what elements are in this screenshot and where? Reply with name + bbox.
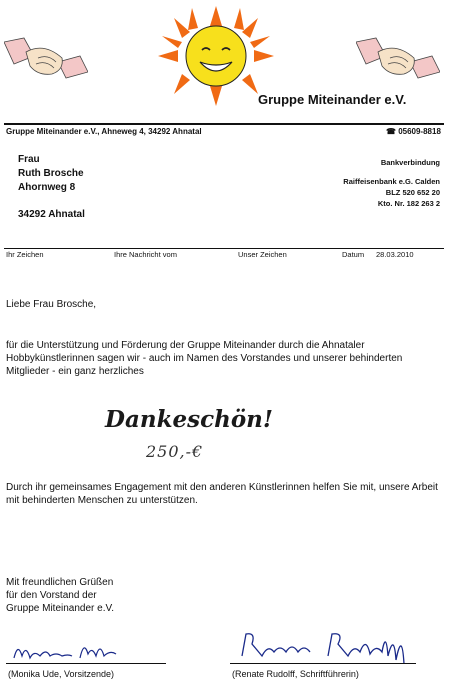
reference-divider bbox=[4, 248, 444, 249]
signature-renate-rudolff bbox=[236, 626, 414, 666]
ref-ihre-nachricht: Ihre Nachricht vom bbox=[114, 250, 177, 259]
ref-unser-zeichen: Unser Zeichen bbox=[238, 250, 287, 259]
bank-name: Raiffeisenbank e.G. Calden bbox=[343, 177, 440, 186]
thanks-heading: Dankeschön! bbox=[105, 406, 273, 433]
bank-account: Kto. Nr. 182 263 2 bbox=[377, 199, 440, 208]
signature-monika-ude bbox=[10, 632, 130, 664]
letter-greeting: Liebe Frau Brosche, bbox=[6, 299, 97, 310]
signature-line-left bbox=[6, 663, 166, 664]
recipient-name: Ruth Brosche bbox=[18, 168, 84, 179]
signatory-name-left: (Monika Ude, Vorsitzende) bbox=[8, 669, 115, 679]
recipient-salutation: Frau bbox=[18, 154, 40, 165]
ref-datum-label: Datum bbox=[342, 250, 365, 259]
ref-datum-value: 28.03.2010 bbox=[376, 250, 414, 259]
letter-paragraph-2: Durch ihr gemeinsames Engagement mit den anderen Künstlerinnen helfen Sie mit, unsere Arbeit mit behinderten Menschen zu unterstützen. bbox=[6, 482, 438, 506]
bank-heading: Bankverbindung bbox=[380, 158, 440, 167]
closing-line-1: Mit freundlichen Grüßen bbox=[6, 577, 114, 588]
handshake-icon-left bbox=[4, 34, 88, 94]
signatory-name-right: (Renate Rudolff, Schriftführerin) bbox=[232, 669, 359, 679]
closing-line-3: Gruppe Miteinander e.V. bbox=[6, 603, 115, 614]
recipient-street: Ahornweg 8 bbox=[18, 182, 76, 193]
letter-paragraph-1: für die Unterstützung und Förderung der Gruppe Miteinander durch die Ahnataler Hobbykünstlerinnen sagen wir - auch im Namen des Vorstandes und unserer behinderten Mitglieder - ein ganz herzliches bbox=[6, 340, 403, 377]
sender-address-line: Gruppe Miteinander e.V., Ahneweg 4, 34292 Ahnatal bbox=[6, 127, 202, 136]
ref-ihr-zeichen: Ihr Zeichen bbox=[6, 250, 44, 259]
sun-logo-icon bbox=[148, 6, 284, 106]
header-divider bbox=[4, 123, 444, 125]
signature-line-right bbox=[230, 663, 416, 664]
donation-amount: 250,-€ bbox=[146, 442, 204, 461]
bank-blz: BLZ 520 652 20 bbox=[385, 188, 440, 197]
handshake-icon-right bbox=[356, 34, 440, 94]
closing-line-2: für den Vorstand der bbox=[6, 590, 97, 601]
organization-title: Gruppe Miteinander e.V. bbox=[258, 92, 407, 107]
phone-number: ☎ 05609-8818 bbox=[386, 127, 441, 136]
recipient-city: 34292 Ahnatal bbox=[18, 209, 85, 220]
